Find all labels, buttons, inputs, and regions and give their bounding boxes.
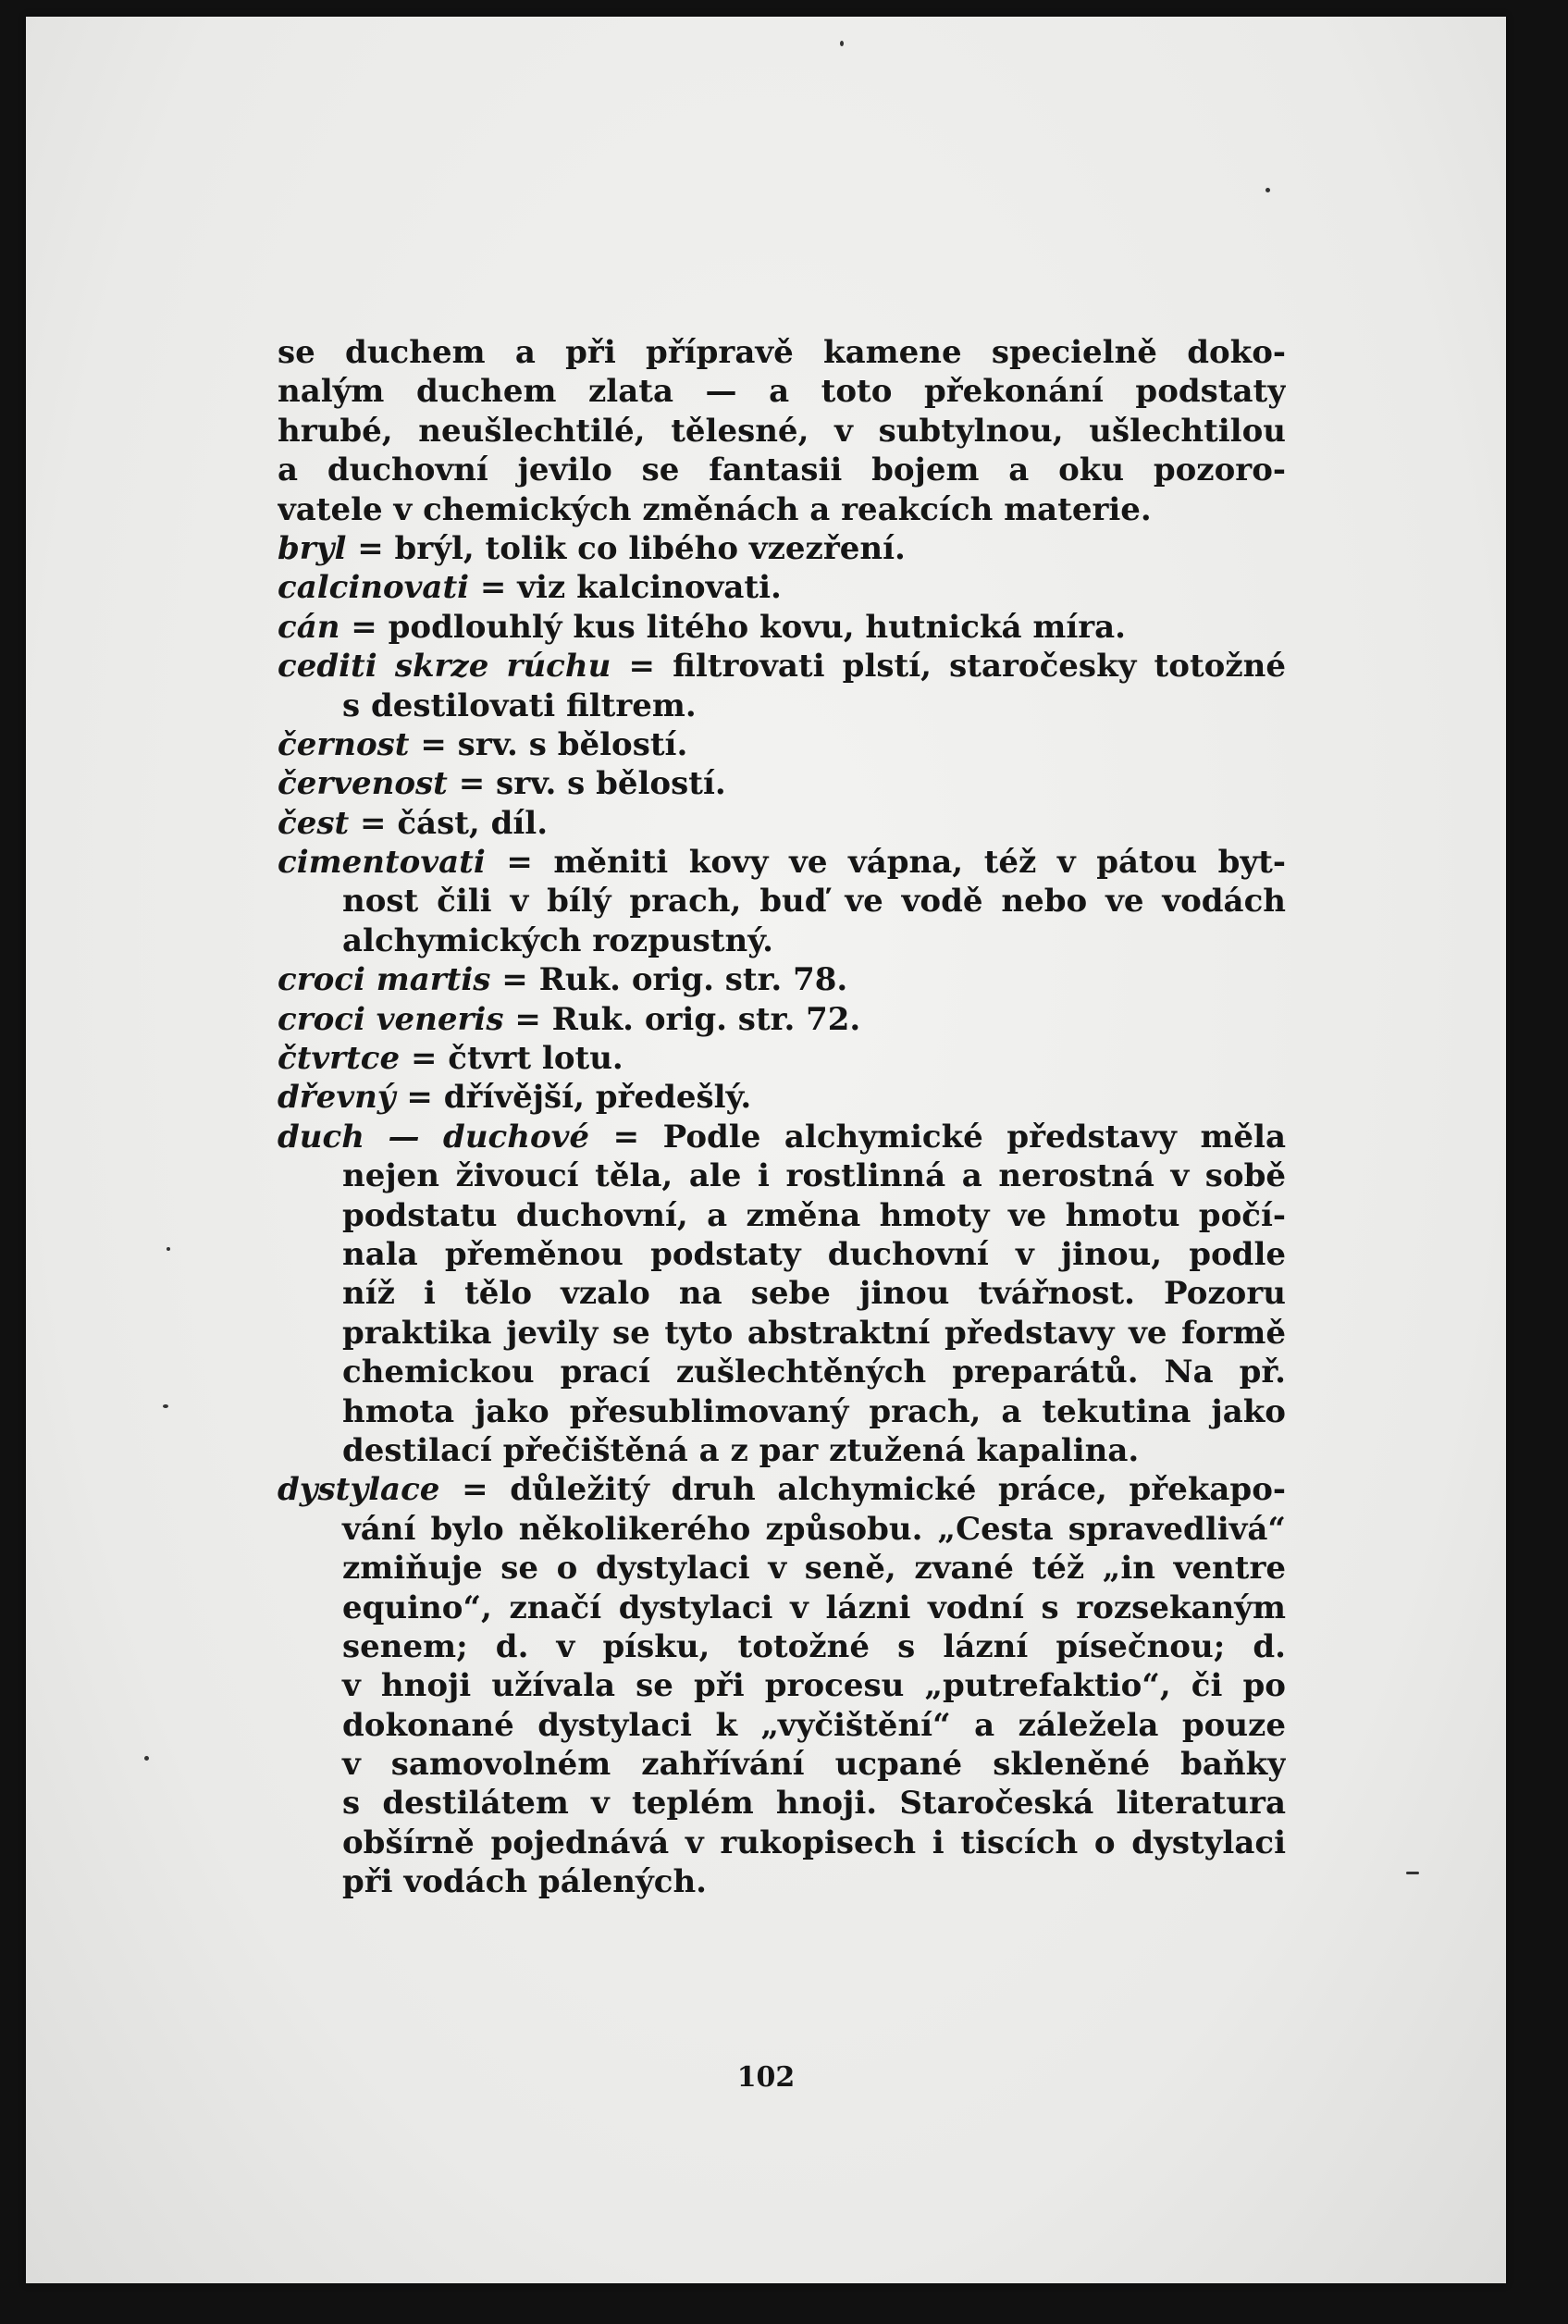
entry-term: croci veneris xyxy=(278,1000,504,1038)
glossary-entry-cimentovati xyxy=(278,843,1286,882)
glossary-entry-cernost xyxy=(278,725,1286,764)
entry-definition: = Podle alchymické představy měla xyxy=(612,1118,1286,1156)
entry-term: cimentovati xyxy=(278,844,486,882)
entry-continuation: s destilovati filtrem. xyxy=(342,686,697,724)
entry-continuation: praktika jevily se tyto abstraktní představy ve formě xyxy=(342,1314,1286,1352)
text-block xyxy=(278,333,1286,1902)
entry-continuation: níž i tělo vzalo na sebe jinou tvářnost. Pozoru xyxy=(342,1275,1286,1313)
glossary-entry-can xyxy=(278,608,1286,647)
page-number: 102 xyxy=(736,2061,796,2094)
scan-speck xyxy=(167,1247,170,1251)
glossary-entry-croci-veneris xyxy=(278,1000,1286,1039)
entry-continuation: hmota jako přesublimovaný prach, a tekutina jako xyxy=(342,1392,1286,1430)
entry-term: černost xyxy=(278,725,410,763)
glossary-entry-dystylace xyxy=(278,1470,1286,1509)
entry-continuation: v samovolném zahřívání ucpané skleněné baňky xyxy=(342,1746,1286,1784)
scan-speck xyxy=(1266,188,1270,192)
glossary-entry-ctvrtce xyxy=(278,1039,1286,1078)
entry-continuation: nala přeměnou podstaty duchovní v jinou, podle xyxy=(342,1235,1286,1273)
intro-line: se duchem a při přípravě kamene specielně doko- xyxy=(278,334,1286,371)
entry-definition: = srv. s bělostí. xyxy=(458,765,726,803)
glossary-entry-drevny xyxy=(278,1078,1286,1117)
scan-speck xyxy=(163,1404,168,1408)
entry-continuation: dokonané dystylaci k „vyčištění“ a záležela pouze xyxy=(342,1706,1286,1744)
entry-term: duch — duchové xyxy=(278,1118,590,1156)
entry-definition: = část, díl. xyxy=(360,804,549,842)
entry-definition: = Ruk. orig. str. 72. xyxy=(514,1000,861,1038)
entry-term: cán xyxy=(278,608,340,646)
glossary-entry-calcinovati xyxy=(278,568,1286,607)
entry-continuation: nejen živoucí těla, ale i rostlinná a nerostná v sobě xyxy=(342,1157,1286,1195)
glossary-entry-croci-martis xyxy=(278,960,1286,999)
entry-definition: = měniti kovy ve vápna, též v pátou byt- xyxy=(506,844,1286,882)
entry-continuation: nost čili v bílý prach, buď ve vodě nebo ve vodách xyxy=(342,883,1286,921)
entry-definition: = dřívější, předešlý. xyxy=(406,1079,752,1117)
glossary-entry-bryl xyxy=(278,529,1286,568)
entry-definition: = Ruk. orig. str. 78. xyxy=(501,961,848,999)
entry-continuation: chemickou prací zušlechtěných preparátů. Na př. xyxy=(342,1354,1286,1391)
intro-line: hrubé, neušlechtilé, tělesné, v subtylnou, ušlechtilou xyxy=(278,412,1286,450)
entry-term: calcinovati xyxy=(278,569,470,607)
entry-continuation: s destilátem v teplém hnoji. Staročeská literatura xyxy=(342,1785,1286,1823)
scan-speck xyxy=(840,41,844,46)
entry-term: červenost xyxy=(278,765,448,803)
intro-line: vatele v chemických změnách a reakcích materie. xyxy=(278,490,1152,528)
entry-definition: = viz kalcinovati. xyxy=(479,569,782,607)
intro-line: a duchovní jevilo se fantasii bojem a oku pozoro- xyxy=(278,451,1286,489)
entry-definition: = podlouhlý kus litého kovu, hutnická míra. xyxy=(351,608,1127,646)
entry-term: čtvrtce xyxy=(278,1040,401,1078)
entry-definition: = brýl, tolik co libého vzezření. xyxy=(357,529,906,567)
entry-continuation: v hnoji užívala se při procesu „putrefaktio“, či po xyxy=(342,1667,1286,1705)
entry-continuation: obšírně pojednává v rukopisech i tiscích o dystylaci xyxy=(342,1823,1286,1861)
entry-term: croci martis xyxy=(278,961,491,999)
entry-continuation: zmiňuje se o dystylaci v seně, zvané též „in ventre xyxy=(342,1550,1286,1588)
glossary-entry-cest xyxy=(278,804,1286,843)
intro-line: nalým duchem zlata — a toto překonání podstaty xyxy=(278,373,1286,411)
glossary-entry-cediti xyxy=(278,647,1286,686)
entry-continuation: alchymických rozpustný. xyxy=(342,921,773,959)
entry-term: čest xyxy=(278,804,350,842)
entry-continuation: při vodách pálených. xyxy=(342,1863,708,1901)
entry-term: bryl xyxy=(278,529,347,567)
entry-definition: = čtvrt lotu. xyxy=(410,1040,623,1078)
scan-speck xyxy=(144,1756,149,1761)
entry-term: dřevný xyxy=(278,1079,396,1117)
entry-definition: = srv. s bělostí. xyxy=(420,725,688,763)
entry-continuation: senem; d. v písku, totožné s lázní písečnou; d. xyxy=(342,1627,1286,1665)
scan-speck xyxy=(1406,1872,1419,1874)
glossary-entry-cervenost xyxy=(278,764,1286,803)
entry-continuation: podstatu duchovní, a změna hmoty ve hmotu počí- xyxy=(342,1196,1286,1234)
entry-term: cediti skrze rúchu xyxy=(278,648,611,686)
book-page xyxy=(26,17,1506,2283)
entry-continuation: equino“, značí dystylaci v lázni vodní s rozsekaným xyxy=(342,1588,1286,1626)
entry-continuation: destilací přečištěná a z par ztužená kapalina. xyxy=(342,1431,1140,1469)
entry-definition: = důležitý druh alchymické práce, překapo- xyxy=(462,1471,1286,1509)
entry-definition: = filtrovati plstí, staročesky totožné xyxy=(628,648,1286,686)
entry-continuation: vání bylo několikerého způsobu. „Cesta spravedlivá“ xyxy=(342,1510,1286,1548)
entry-term: dystylace xyxy=(278,1471,440,1509)
glossary-entry-duch xyxy=(278,1118,1286,1156)
